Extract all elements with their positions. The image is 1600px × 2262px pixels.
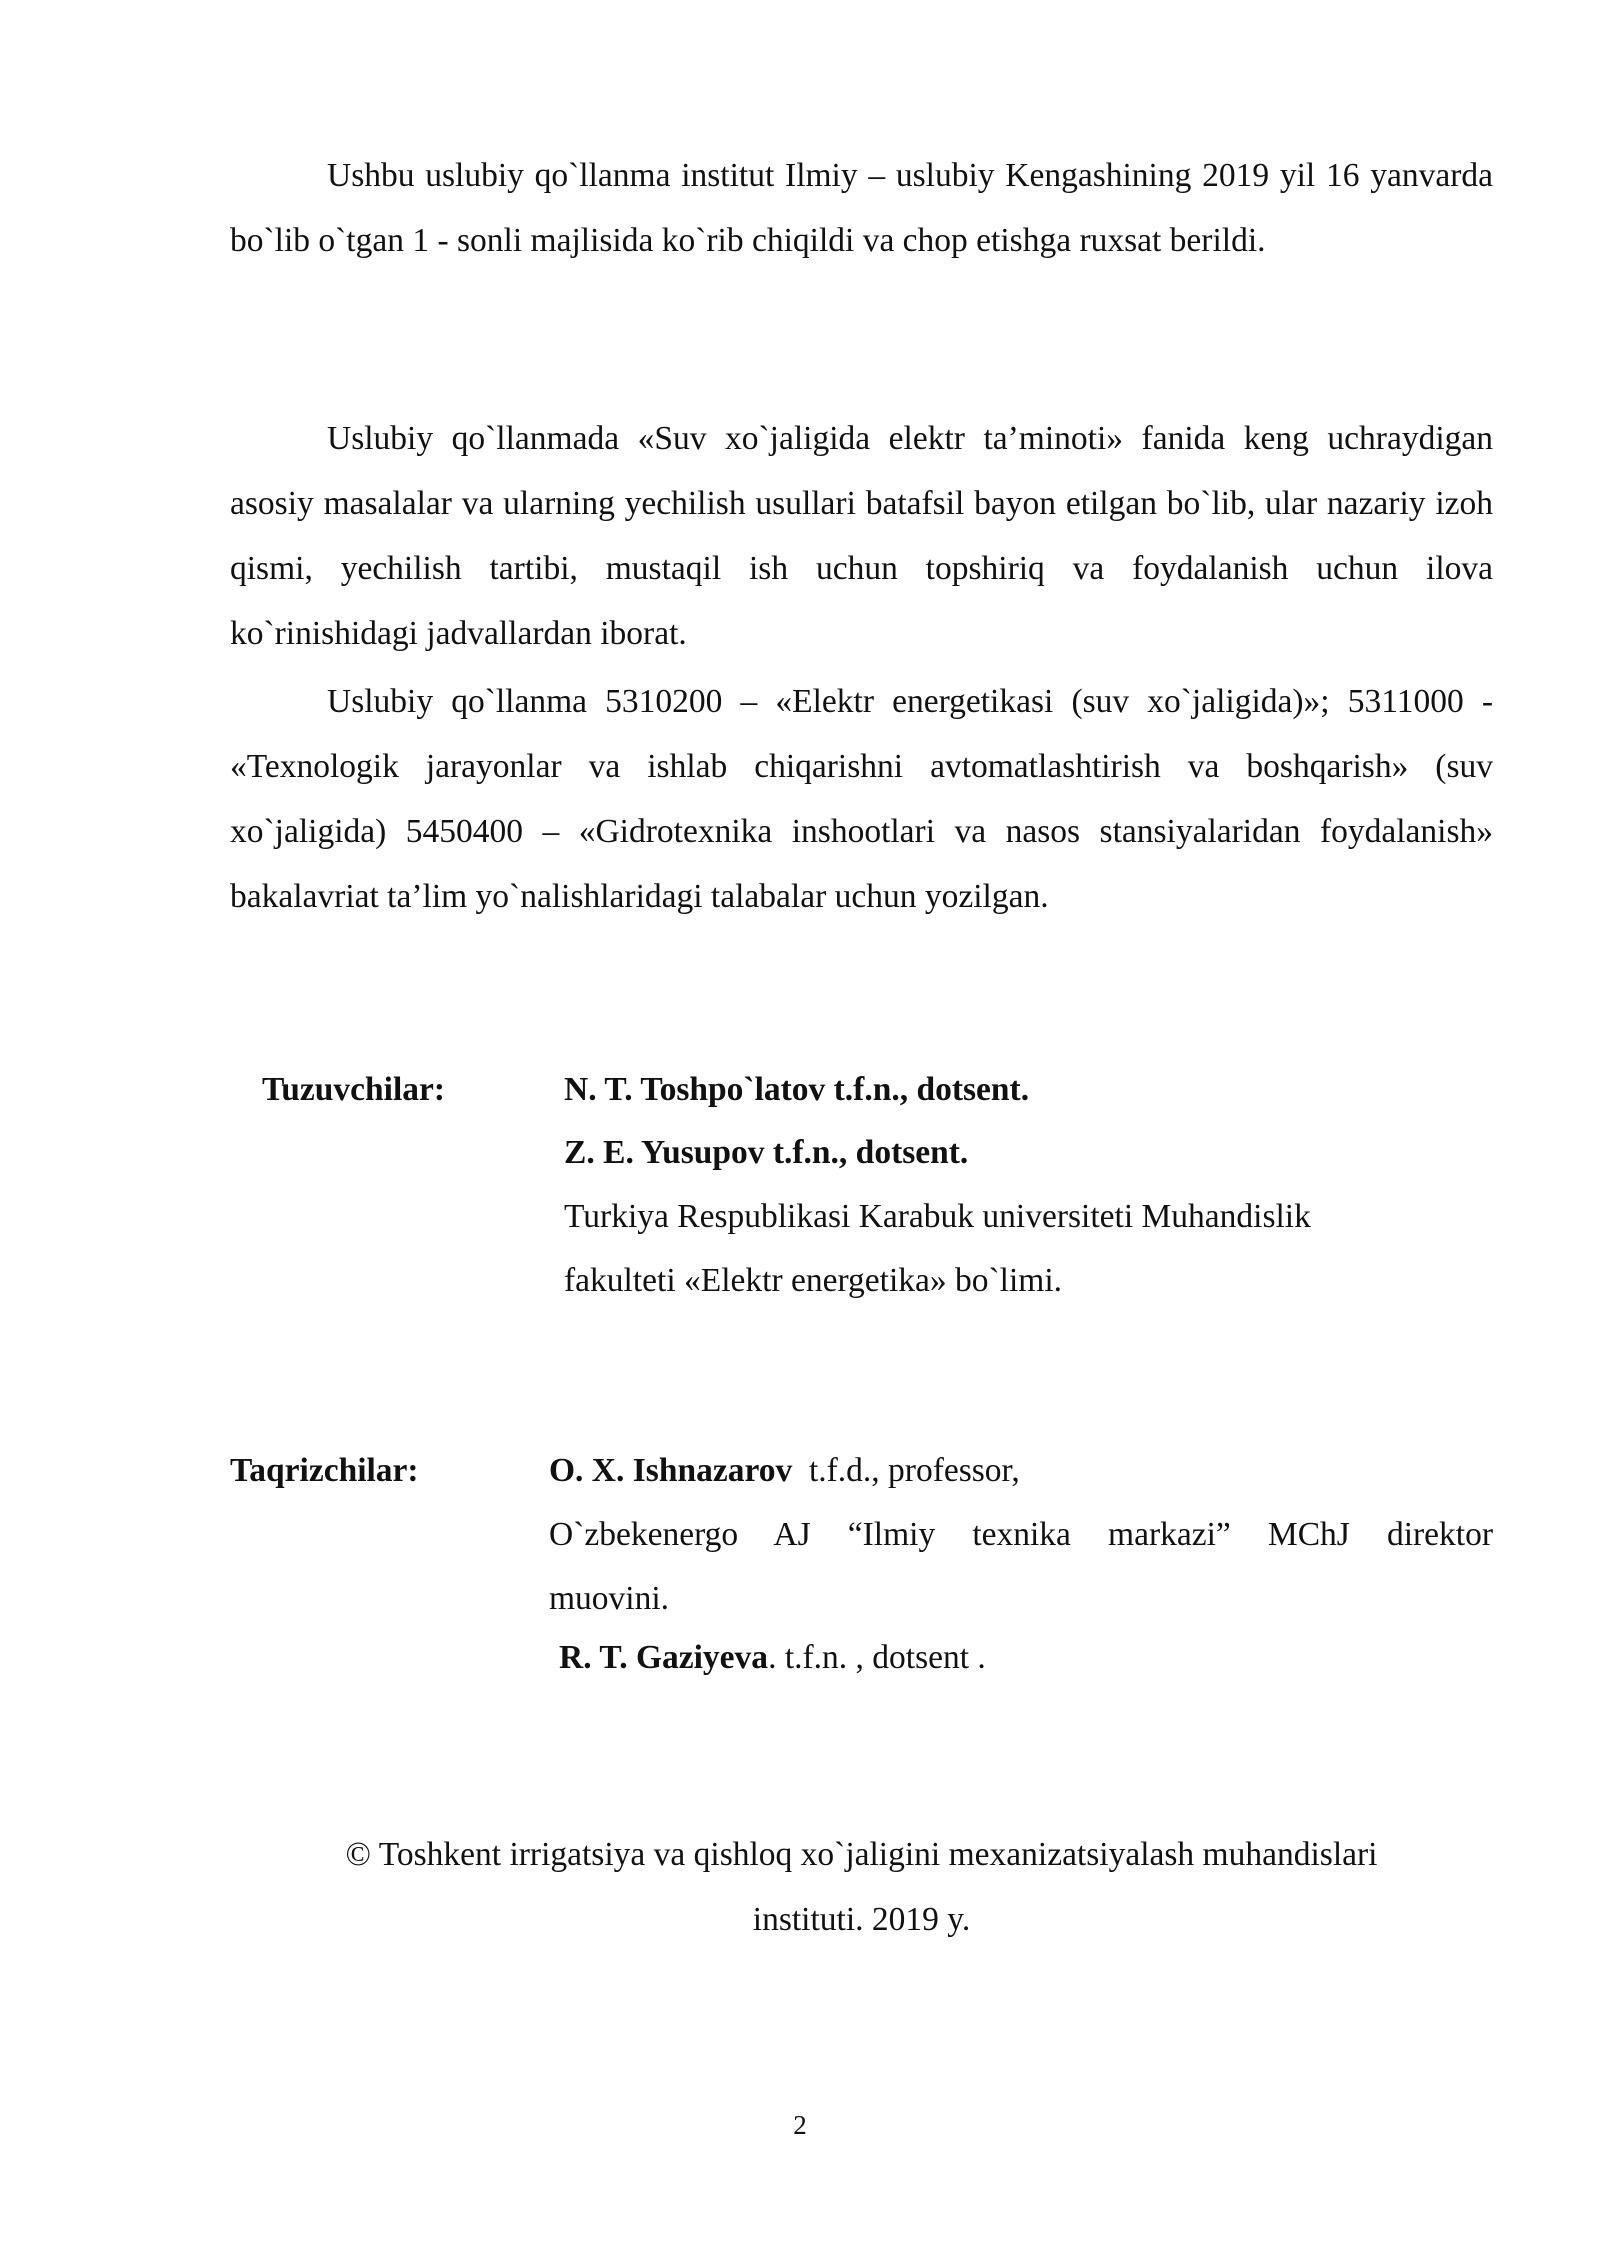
reviewer-1-title: t.f.d., professor, <box>792 1452 1020 1489</box>
reviewer-2 <box>559 1626 986 1690</box>
copyright-line-2: instituti. 2019 y. <box>752 1901 971 1938</box>
copyright-footer <box>230 1822 1493 1952</box>
reviewers-label: Taqrizchilar: <box>230 1452 419 1489</box>
reviewer-1-position-line-2: muovini. <box>549 1580 670 1617</box>
description-paragraph: Uslubiy qo`llanmada «Suv xo`jaligida elektr ta’minoti» fanida keng uchraydigan asosiy masalalar va ularning yechilish usullari batafsil bayon etilgan bo`lib, ular nazariy izoh qismi, yechilish tartibi, mustaqil ish uchun topshiriq va foydalanish uchun ilova ko`rinishidagi jadvallardan iborat. <box>230 420 1493 652</box>
page-number: 2 <box>793 2110 807 2140</box>
author-1: N. T. Toshpo`latov t.f.n., dotsent. <box>564 1071 1030 1108</box>
author-affiliation-line-2: fakulteti «Elektr energetika» bo`limi. <box>564 1262 1063 1299</box>
audience-paragraph: Uslubiy qo`llanma 5310200 – «Elektr energetikasi (suv xo`jaligida)»; 5311000 - «Texnologik jarayonlar va ishlab chiqarishni avtomatlashtirish va boshqarish» (suv xo`jaligida) 5450400 – «Gidrotexnika inshootlari va nasos stansiyalaridan foydalanish» bakalavriat ta’lim yo`nalishlaridagi talabalar uchun yozilgan. <box>230 683 1493 915</box>
reviewer-2-title: . t.f.n. , dotsent . <box>768 1639 986 1676</box>
reviewer-1 <box>549 1439 1020 1503</box>
authors-label: Tuzuvchilar: <box>262 1071 446 1108</box>
reviewer-1-position-line-1: O`zbekenergo AJ “Ilmiy texnika markazi” MChJ direktor <box>549 1516 1493 1553</box>
author-2: Z. E. Yusupov t.f.n., dotsent. <box>564 1134 969 1171</box>
reviewer-2-name: R. T. Gaziyeva <box>559 1639 769 1676</box>
approval-paragraph: Ushbu uslubiy qo`llanma institut Ilmiy – uslubiy Kengashining 2019 yil 16 yanvarda bo`lib o`tgan 1 - sonli majlisida ko`rib chiqildi va chop etishga ruxsat berildi. <box>230 157 1493 259</box>
copyright-line-1: © Toshkent irrigatsiya va qishloq xo`jaligini mexanizatsiyalash muhandislari <box>345 1836 1378 1873</box>
author-affiliation-line-1: Turkiya Respublikasi Karabuk universiteti Muhandislik <box>564 1198 1311 1235</box>
reviewer-1-name: O. X. Ishnazarov <box>549 1452 793 1489</box>
